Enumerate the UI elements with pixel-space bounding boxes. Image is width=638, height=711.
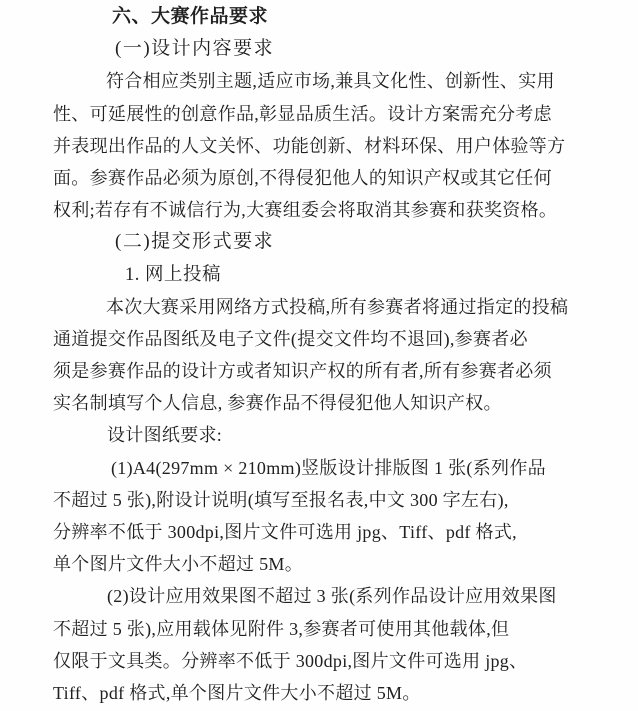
paragraph-3-line: 单个图片文件大小不超过 5M。 — [53, 554, 304, 575]
paragraph-4-line: Tiff、pdf 格式,单个图片文件大小不超过 5M。 — [53, 682, 421, 703]
subsection-1-heading: (一)设计内容要求 — [115, 38, 275, 60]
subsection-2-heading: (二)提交形式要求 — [115, 231, 275, 253]
paragraph-4-line: 不超过 5 张),应用载体见附件 3,参赛者可使用其他载体,但 — [53, 618, 510, 639]
paragraph-1-line: 性、可延展性的创意作品,彰显品质生活。设计方案需充分考虑 — [53, 103, 552, 124]
section-heading: 六、大赛作品要求 — [112, 6, 269, 27]
paragraph-1-line: 符合相应类别主题,适应市场,兼具文化性、创新性、实用 — [106, 71, 555, 92]
paragraph-2-line: 须是参赛作品的设计方或者知识产权的所有者,所有参赛者必须 — [53, 361, 552, 382]
paragraph-4-line: (2)设计应用效果图不超过 3 张(系列作品设计应用效果图 — [107, 586, 557, 607]
paragraph-1-line: 并表现出作品的人文关怀、功能创新、材料环保、用户体验等方 — [53, 135, 566, 156]
paragraph-3-line: (1)A4(297mm × 210mm)竖版设计排版图 1 张(系列作品 — [111, 457, 546, 478]
drawing-requirements-label: 设计图纸要求: — [107, 425, 223, 446]
paragraph-1-line: 权利;若存有不诚信行为,大赛组委会将取消其参赛和获奖资格。 — [53, 200, 558, 221]
paragraph-3-line: 分辨率不低于 300dpi,图片文件可选用 jpg、Tiff、pdf 格式, — [53, 522, 517, 542]
paragraph-2-line: 本次大赛采用网络方式投稿,所有参赛者将通过指定的投稿 — [106, 296, 569, 317]
paragraph-1-line: 面。参赛作品必须为原创,不得侵犯他人的知识产权或其它任何 — [53, 167, 552, 188]
paragraph-2-line: 通道提交作品图纸及电子文件(提交文件均不退回),参赛者必 — [53, 328, 528, 349]
paragraph-3-line: 不超过 5 张),附设计说明(填写至报名表,中文 300 字左右), — [53, 489, 509, 510]
paragraph-2-line: 实名制填写个人信息, 参赛作品不得侵犯他人知识产权。 — [53, 393, 502, 414]
paragraph-4-line: 仅限于文具类。分辨率不低于 300dpi,图片文件可选用 jpg、 — [53, 650, 528, 671]
numbered-item-heading: 1. 网上投稿 — [125, 264, 222, 285]
